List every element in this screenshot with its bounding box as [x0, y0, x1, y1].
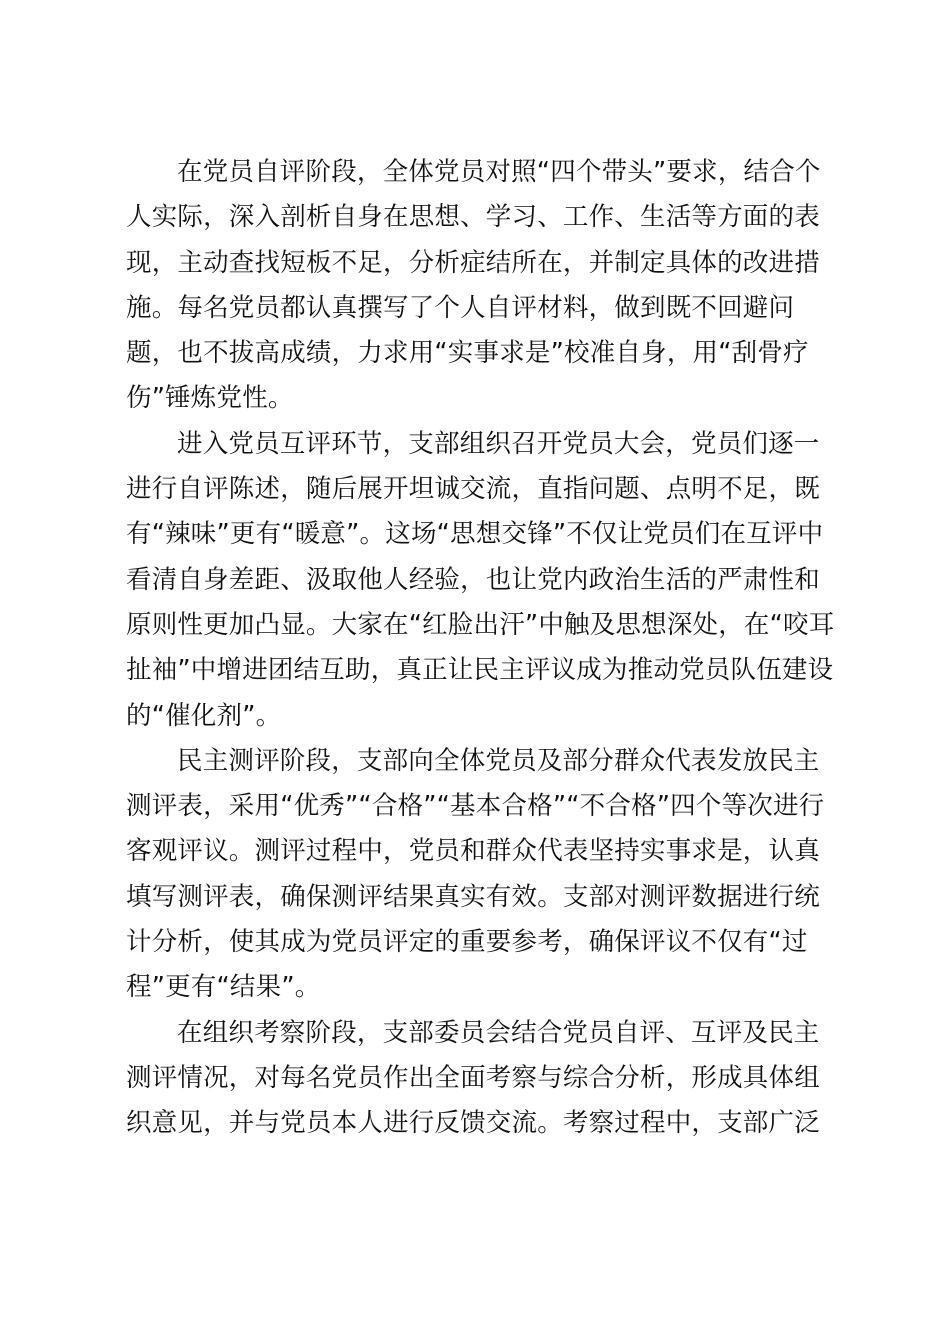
text-line: 进行自评陈述，随后展开坦诚交流，直指问题、点明不足，既 — [126, 474, 820, 505]
text-line: 计分析，使其成为党员评定的重要参考，确保评议不仅有“过 — [126, 927, 808, 958]
document-page — [126, 150, 835, 1147]
text-line: 有“辣味”更有“暖意”。这场“思想交锋”不仅让党员们在互评中 — [126, 519, 824, 550]
paragraph-organization-review — [126, 1011, 826, 1147]
text-line: 在组织考察阶段，支部委员会结合党员自评、互评及民主 — [177, 1017, 820, 1048]
text-line: 人实际，深入剖析自身在思想、学习、工作、生活等方面的表 — [126, 202, 820, 233]
paragraph-self-evaluation — [126, 150, 826, 422]
text-line: 客观评议。测评过程中，党员和群众代表坚持实事求是，认真 — [126, 836, 820, 867]
text-line: 测评情况，对每名党员作出全面考察与综合分析，形成具体组 — [126, 1062, 820, 1093]
text-line: 在党员自评阶段，全体党员对照“四个带头”要求，结合个 — [177, 157, 821, 187]
text-line: 看清自身差距、汲取他人经验，也让党内政治生活的严肃性和 — [126, 564, 820, 595]
text-line: 进入党员互评环节，支部组织召开党员大会，党员们逐一 — [177, 428, 820, 459]
text-line: 伤”锤炼党性。 — [126, 383, 294, 414]
text-line: 的“催化剂”。 — [126, 700, 282, 731]
text-line: 民主测评阶段，支部向全体党员及部分群众代表发放民主 — [177, 745, 820, 776]
paragraph-mutual-evaluation — [126, 422, 835, 739]
text-line: 程”更有“结果”。 — [126, 972, 321, 1003]
text-line: 测评表，采用“优秀”“合格”“基本合格”“不合格”四个等次进行 — [126, 791, 825, 822]
paragraph-democratic-evaluation — [126, 739, 826, 1011]
text-line: 现，主动查找短板不足，分析症结所在，并制定具体的改进措 — [126, 247, 820, 278]
text-line: 填写测评表，确保测评结果真实有效。支部对测评数据进行统 — [126, 881, 820, 912]
text-line: 扯袖”中增进团结互助，真正让民主评议成为推动党员队伍建设 — [126, 655, 834, 686]
text-line: 题，也不拔高成绩，力求用“实事求是”校准自身，用“刮骨疗 — [126, 338, 809, 369]
text-line: 施。每名党员都认真撰写了个人自评材料，做到既不回避问 — [126, 292, 795, 323]
text-line: 织意见，并与党员本人进行反馈交流。考察过程中，支部广泛 — [126, 1108, 820, 1139]
text-line: 原则性更加凸显。大家在“红脸出汗”中触及思想深处，在“咬耳 — [126, 609, 835, 640]
